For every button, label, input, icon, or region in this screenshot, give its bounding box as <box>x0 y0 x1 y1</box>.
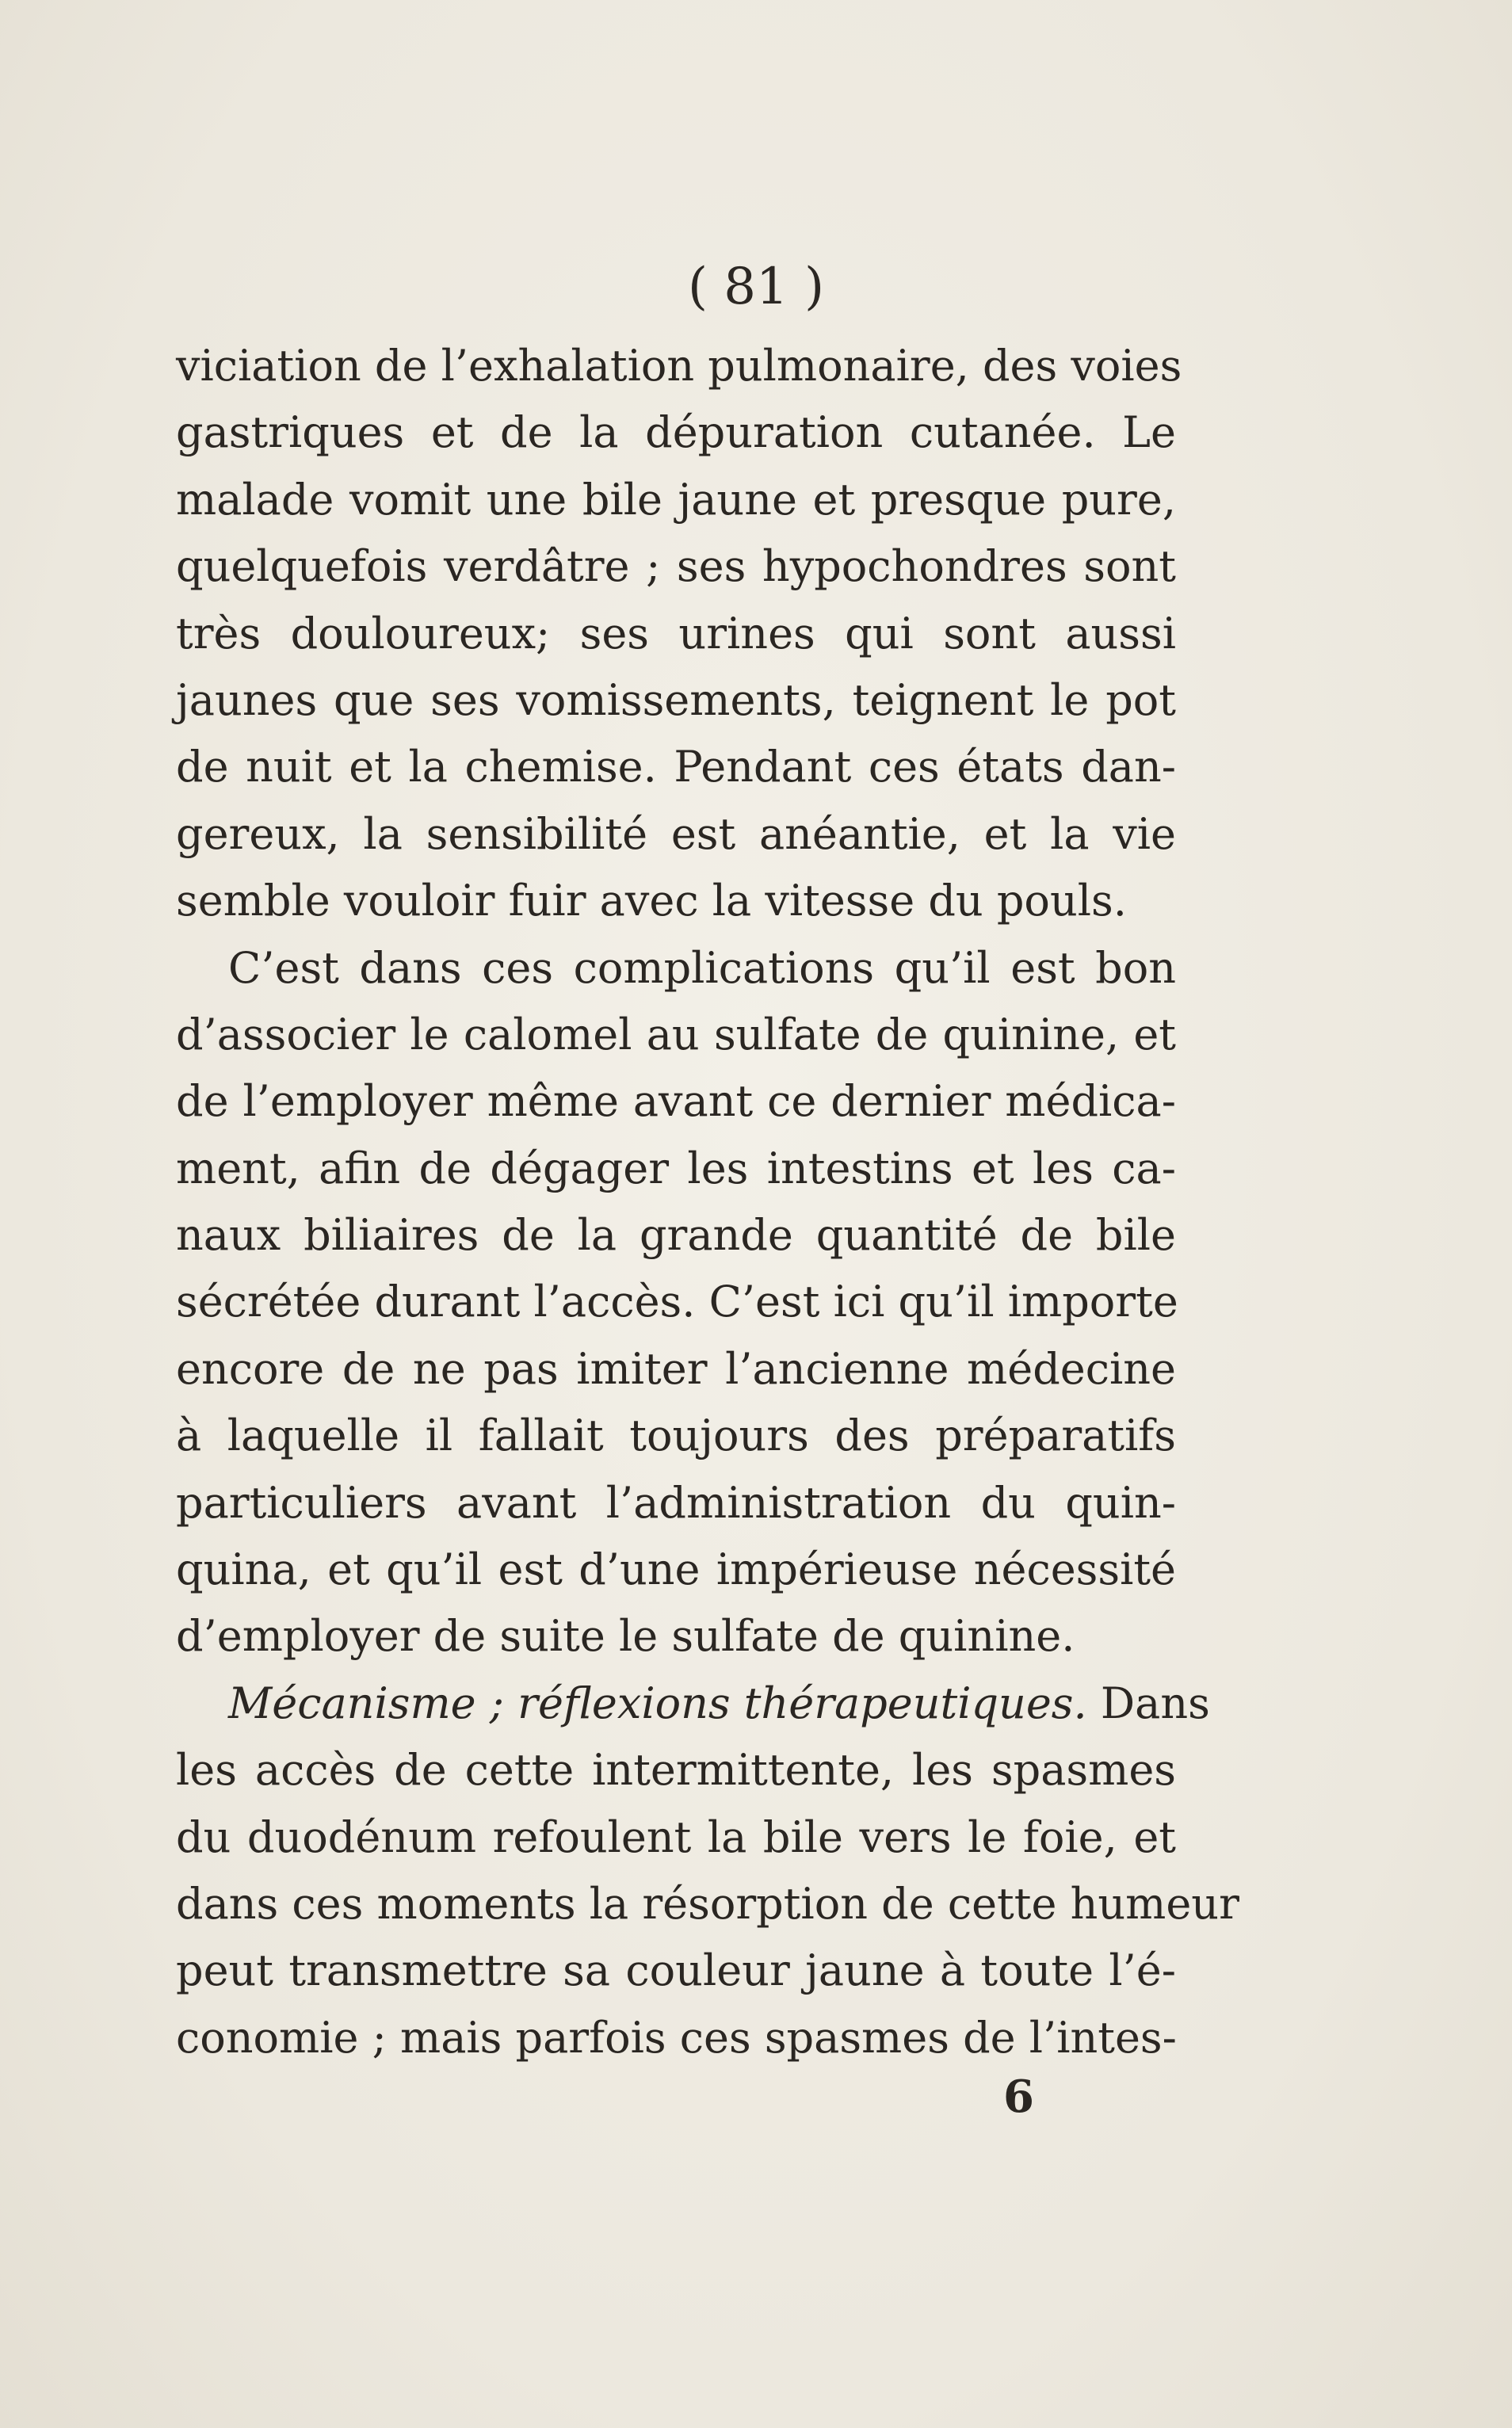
text-line: conomie ; mais parfois ces spasmes de l’intes- <box>176 2012 1177 2063</box>
text-line: particuliers avant l’administration du quin- <box>176 1477 1176 1528</box>
text-line: très douloureux; ses urines qui sont aussi <box>176 608 1176 659</box>
text-line: de l’employer même avant ce dernier médica- <box>176 1076 1176 1127</box>
text-line: malade vomit une bile jaune et presque pure, <box>176 474 1176 525</box>
text-line: sécrétée durant l’accès. C’est ici qu’il importe <box>176 1277 1178 1327</box>
text-line: C’est dans ces complications qu’il est bon <box>228 942 1176 993</box>
text-line: naux biliaires de la grande quantité de bile <box>176 1210 1176 1261</box>
text-line: jaunes que ses vomissements, teignent le pot <box>176 674 1176 725</box>
text-line: d’employer de suite le sulfate de quinine. <box>176 1611 1075 1662</box>
section-heading-line <box>176 1670 1210 1737</box>
heading-continuation: Dans <box>1086 1678 1210 1728</box>
text-line: de nuit et la chemise. Pendant ces états dan- <box>176 742 1176 792</box>
signature-mark: 6 <box>1003 2071 1034 2123</box>
text-line: du duodénum refoulent la bile vers le foie, et <box>176 1811 1176 1862</box>
text-line: semble vouloir fuir avec la vitesse du pouls. <box>176 876 1127 926</box>
text-line: les accès de cette intermittente, les spasmes <box>176 1745 1176 1796</box>
text-line: quina, et qu’il est d’une impérieuse nécessité <box>176 1544 1176 1595</box>
body-text <box>176 333 1239 2071</box>
page-number: ( 81 ) <box>687 258 825 316</box>
text-line: quelquefois verdâtre ; ses hypochondres sont <box>176 541 1176 592</box>
text-line: peut transmettre sa couleur jaune à toute l’é- <box>176 1945 1176 1996</box>
text-line: gereux, la sensibilité est anéantie, et la vie <box>176 808 1176 859</box>
text-line: viciation de l’exhalation pulmonaire, des voies <box>176 341 1182 391</box>
text-line: gastriques et de la dépuration cutanée. Le <box>176 407 1176 458</box>
section-heading: Mécanisme ; réflexions thérapeutiques. <box>228 1678 1087 1728</box>
text-line: dans ces moments la résorption de cette humeur <box>176 1878 1239 1929</box>
text-line: d’associer le calomel au sulfate de quinine, et <box>176 1009 1176 1059</box>
text-line: à laquelle il fallait toujours des préparatifs <box>176 1411 1176 1461</box>
text-line: encore de ne pas imiter l’ancienne médecine <box>176 1343 1176 1394</box>
text-line: ment, afin de dégager les intestins et les ca- <box>176 1143 1176 1193</box>
